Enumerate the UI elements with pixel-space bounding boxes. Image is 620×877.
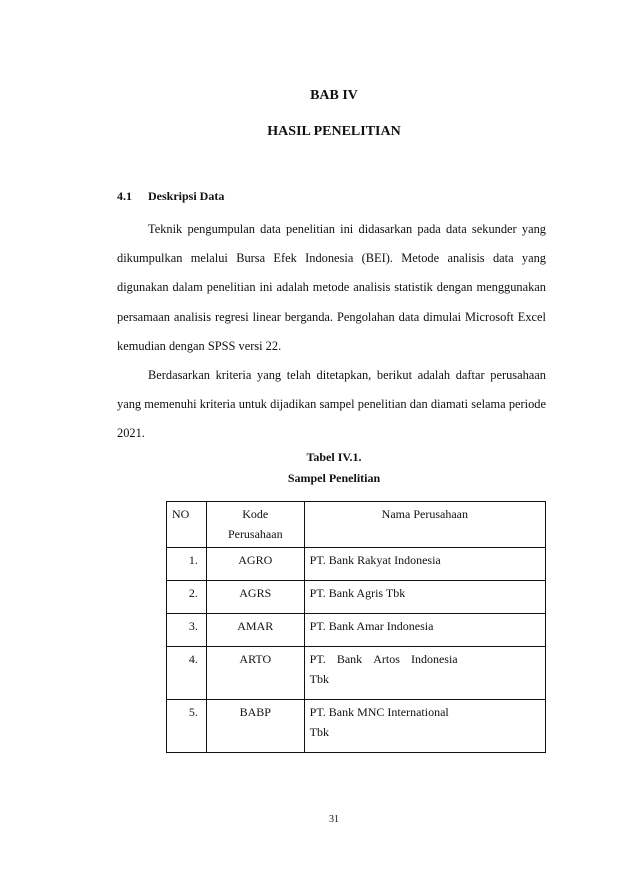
cell-no: 4. [167,647,207,700]
chapter-title: HASIL PENELITIAN [267,124,401,139]
cell-nama-word: Artos [373,652,400,666]
cell-no: 3. [167,614,207,647]
chapter-number: BAB IV [310,88,358,103]
cell-nama: PT. Bank Amar Indonesia [304,614,545,647]
cell-kode: ARTO [206,647,304,700]
cell-nama-line1 [310,649,458,669]
section-title: Deskripsi Data [148,189,225,203]
cell-no: 1. [167,548,207,581]
cell-nama-word: Indonesia [410,652,458,666]
table-row [167,614,546,647]
section-number: 4.1 [117,189,132,203]
header-nama-perusahaan: Nama Perusahaan [304,502,545,548]
table-caption-title: Sampel Penelitian [287,471,381,485]
cell-kode: BABP [206,700,304,753]
cell-nama [304,700,545,753]
table-header-row [167,502,546,548]
cell-nama [304,647,545,700]
section-heading [117,189,224,204]
page-number: 31 [329,814,339,825]
cell-no: 5. [167,700,207,753]
table-caption-number: Tabel IV.1. [306,450,362,464]
cell-kode: AGRS [206,581,304,614]
sample-table [166,501,546,753]
paragraph-sample-criteria: Berdasarkan kriteria yang telah ditetapkan, berikut adalah daftar perusahaan yang memenuhi kriteria untuk dijadikan sampel penelitian dan diamati selama periode 2021. [117,368,546,441]
cell-kode: AGRO [206,548,304,581]
table-row [167,647,546,700]
cell-nama-word: PT. [309,652,326,666]
cell-kode: AMAR [206,614,304,647]
header-no: NO [167,502,207,548]
header-kode-line2: Perusahaan [227,527,283,541]
cell-nama-line1: PT. Bank MNC International [309,705,449,719]
cell-nama-word: Bank [336,652,363,666]
cell-nama: PT. Bank Agris Tbk [304,581,545,614]
table-row [167,581,546,614]
cell-nama-line2: Tbk [309,672,329,686]
cell-nama: PT. Bank Rakyat Indonesia [304,548,545,581]
table-row [167,548,546,581]
table-row [167,700,546,753]
header-kode-line1: Kode [242,507,269,521]
header-kode-perusahaan [206,502,304,548]
cell-no: 2. [167,581,207,614]
paragraph-data-collection: Teknik pengumpulan data penelitian ini didasarkan pada data sekunder yang dikumpulkan melalui Bursa Efek Indonesia (BEI). Metode analisis data yang digunakan dalam penelitian ini adalah metode analisis statistik dengan menggunakan persamaan analisis regresi linear berganda. Pengolahan data dimulai Microsoft Excel kemudian dengan SPSS versi 22. [117,222,546,353]
cell-nama-line2: Tbk [309,725,329,739]
